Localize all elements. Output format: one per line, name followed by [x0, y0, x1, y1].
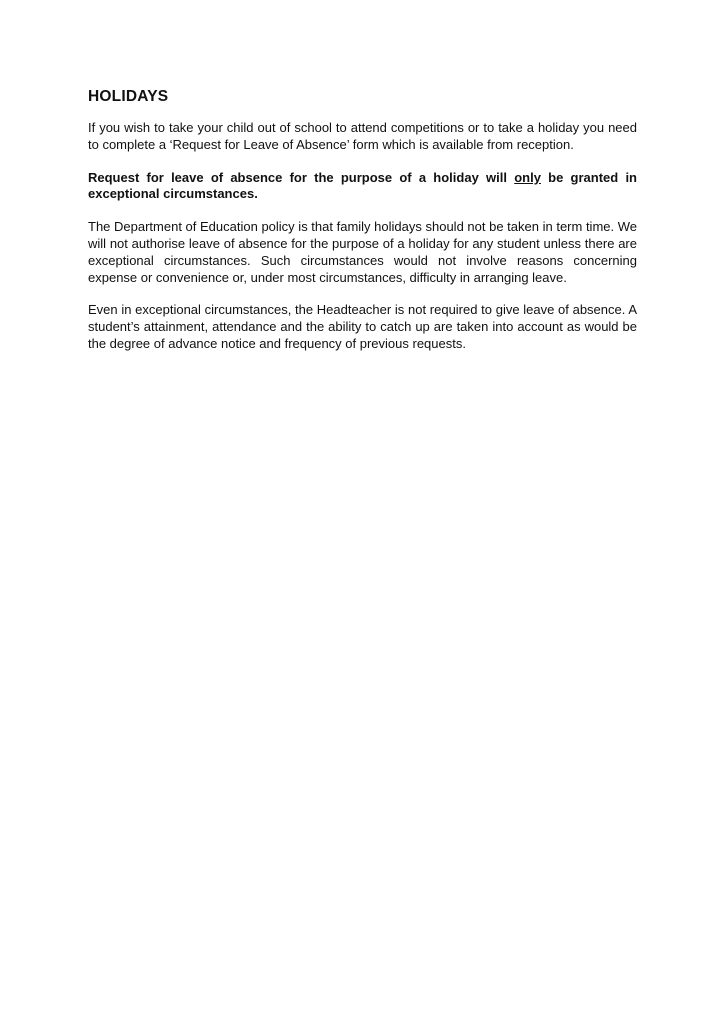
- notice-text-before: Request for leave of absence for the purpose of a holiday will: [88, 169, 515, 185]
- paragraph-request-form: If you wish to take your child out of school to attend competitions or to take a holiday you need to complete a ‘Request for Leave of Absence’ form which is available from reception.: [88, 120, 637, 152]
- notice-emphasis-only: only: [514, 169, 541, 185]
- paragraph-exceptional-notice: [88, 170, 637, 204]
- paragraph-department-policy: The Department of Education policy is that family holidays should not be taken in term time. We will not authorise leave of absence for the purpose of a holiday for any student unless there are exceptional circumstances. Such circumstances would not involve reasons concerning expense or convenience or, under most circumstances, difficulty in arranging leave.: [88, 219, 637, 285]
- notice-text-after: be granted in exceptional circumstances.: [88, 169, 638, 202]
- page-heading: HOLIDAYS: [88, 88, 169, 105]
- document-page: [88, 88, 637, 369]
- paragraph-headteacher-discretion: Even in exceptional circumstances, the Headteacher is not required to give leave of absence. A student’s attainment, attendance and the ability to catch up are taken into account as would be the degree of advance notice and frequency of previous requests.: [88, 302, 637, 351]
